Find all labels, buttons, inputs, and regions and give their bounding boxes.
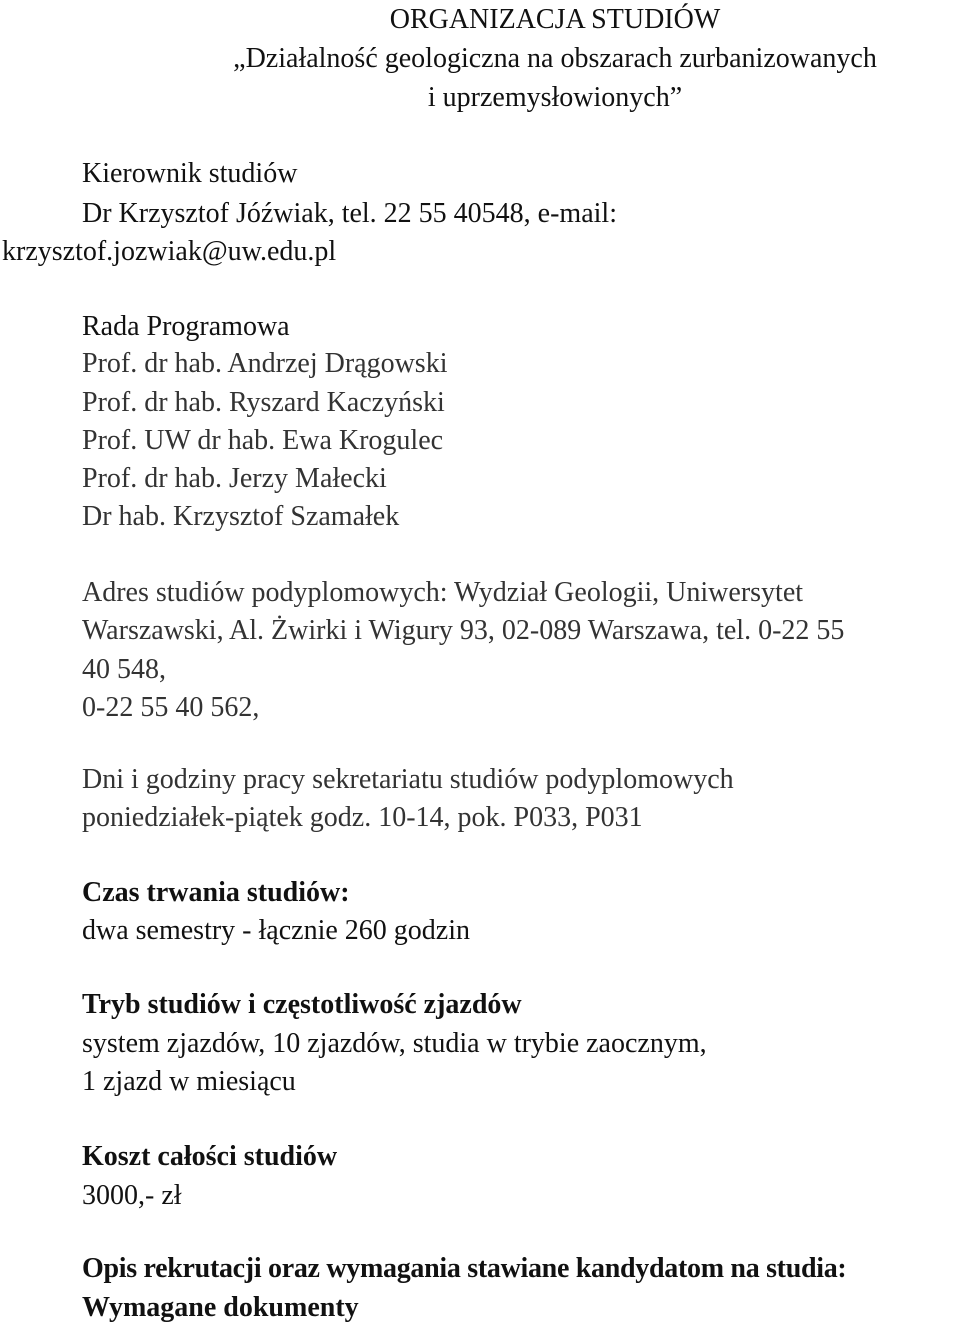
- address-line-1: Adres studiów podyplomowych: Wydział Geologii, Uniwersytet: [82, 577, 804, 608]
- office-hours-line-1: Dni i godziny pracy sekretariatu studiów podyplomowych: [82, 764, 734, 795]
- recruitment-subheading: Wymagane dokumenty: [82, 1292, 359, 1323]
- council-member: Prof. dr hab. Ryszard Kaczyński: [82, 387, 445, 418]
- council-heading: Rada Programowa: [82, 311, 290, 342]
- council-member: Prof. UW dr hab. Ewa Krogulec: [82, 425, 444, 456]
- director-heading: Kierownik studiów: [82, 158, 298, 189]
- director-email: krzysztof.jozwiak@uw.edu.pl: [2, 236, 337, 267]
- address-line-3: 40 548,: [82, 654, 166, 685]
- council-member: Prof. dr hab. Andrzej Drągowski: [82, 348, 448, 379]
- address-line-2: Warszawski, Al. Żwirki i Wigury 93, 02-089 Warszawa, tel. 0-22 55: [82, 615, 845, 646]
- document-subtitle-line-2: i uprzemysłowionych”: [427, 82, 683, 113]
- address-line-4: 0-22 55 40 562,: [82, 692, 260, 723]
- duration-heading: Czas trwania studiów:: [82, 877, 350, 908]
- council-member: Prof. dr hab. Jerzy Małecki: [82, 463, 387, 494]
- mode-line-2: 1 zjazd w miesiącu: [82, 1066, 296, 1097]
- council-member: Dr hab. Krzysztof Szamałek: [82, 501, 400, 532]
- office-hours-line-2: poniedziałek-piątek godz. 10-14, pok. P033, P031: [82, 802, 643, 833]
- document-subtitle-line-1: „Działalność geologiczna na obszarach zurbanizowanych: [233, 43, 877, 74]
- mode-heading: Tryb studiów i częstotliwość zjazdów: [82, 989, 522, 1020]
- mode-line-1: system zjazdów, 10 zjazdów, studia w trybie zaocznym,: [82, 1028, 707, 1059]
- document-title: ORGANIZACJA STUDIÓW: [389, 4, 721, 35]
- cost-text: 3000,- zł: [82, 1180, 182, 1211]
- director-line-1: Dr Krzysztof Jóźwiak, tel. 22 55 40548, e-mail:: [82, 198, 617, 229]
- cost-heading: Koszt całości studiów: [82, 1141, 338, 1172]
- recruitment-heading: Opis rekrutacji oraz wymagania stawiane kandydatom na studia:: [82, 1253, 847, 1284]
- duration-text: dwa semestry - łącznie 260 godzin: [82, 915, 470, 946]
